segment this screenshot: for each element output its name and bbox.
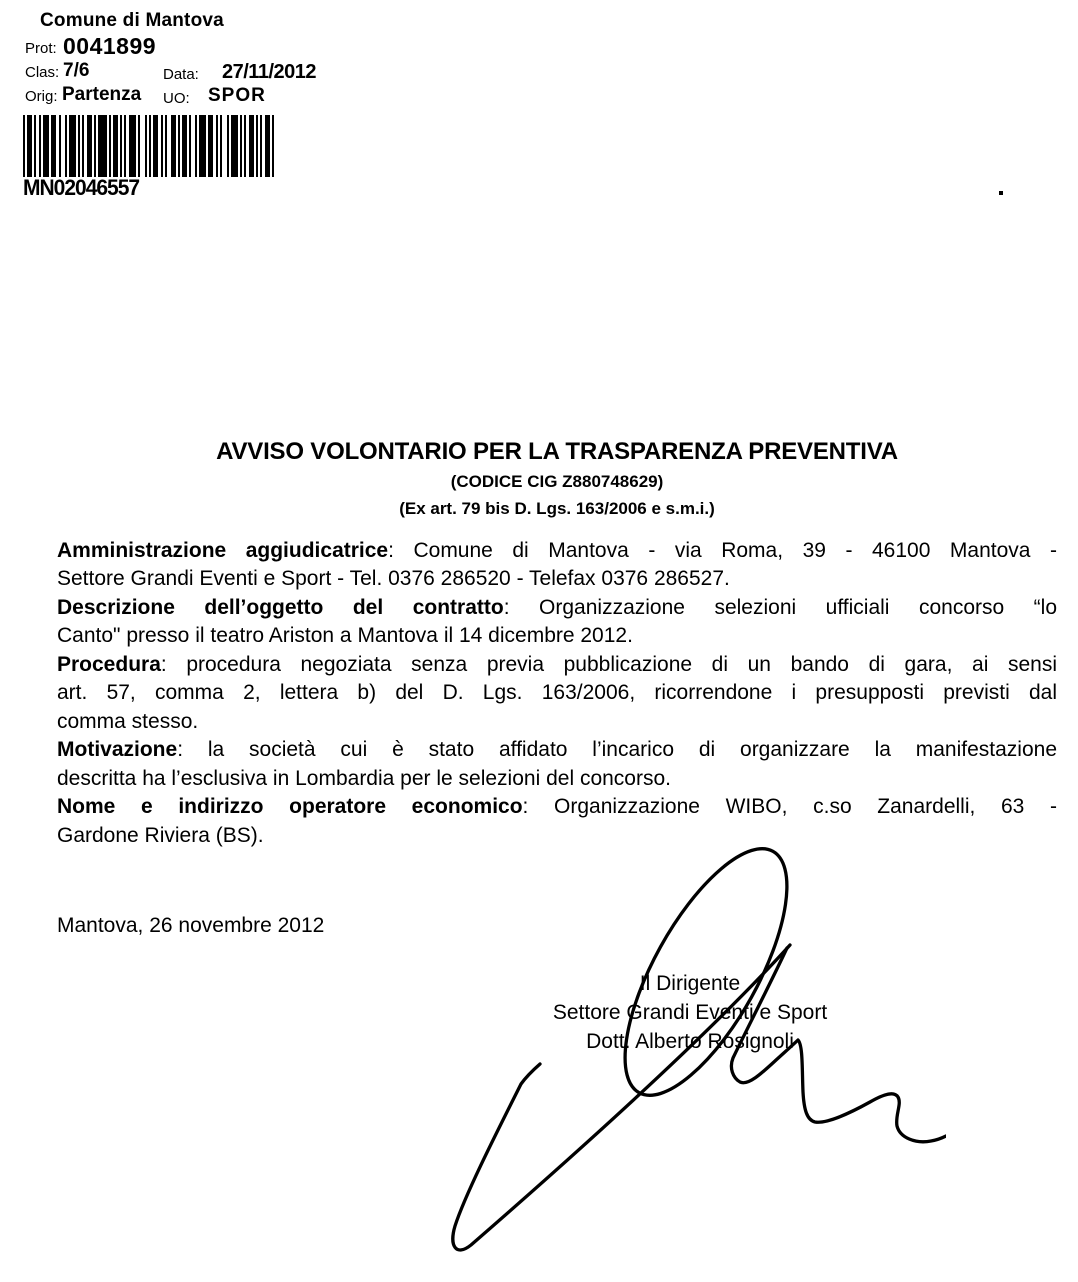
clas-label: Clas: — [25, 64, 60, 81]
date-line: Mantova, 26 novembre 2012 — [57, 914, 325, 937]
scan-artifact-dot — [999, 191, 1003, 195]
signature-department: Settore Grandi Eventi e Sport — [552, 1001, 828, 1024]
body-line: Settore Grandi Eventi e Sport - Tel. 0376 286520 - Telefax 0376 286527. — [57, 567, 730, 591]
signature-role: Il Dirigente — [639, 972, 741, 995]
body-line: Motivazione: la società cui è stato affidato l’incarico di organizzare la manifestazione — [57, 738, 1057, 762]
signature-scribble — [430, 840, 946, 1272]
signature-slash — [453, 945, 790, 1250]
prot-value: 0041899 — [63, 33, 157, 59]
signature-loop — [594, 840, 819, 1118]
title-block — [57, 438, 1057, 519]
subtitle-cig: (CODICE CIG Z880748629) — [450, 472, 664, 491]
prot-label: Prot: — [25, 40, 57, 57]
orig-label: Orig: — [25, 88, 58, 105]
data-label: Data: — [163, 66, 199, 83]
body-line: descritta ha l’esclusiva in Lombardia per le selezioni del concorso. — [57, 766, 671, 790]
body-text — [57, 537, 1057, 850]
body-line: comma stesso. — [57, 709, 199, 733]
barcode — [23, 115, 275, 177]
orig-value: Partenza — [62, 84, 142, 105]
barcode-value: MN02046557 — [23, 176, 140, 201]
body-line: Descrizione dell’oggetto del contratto: Organizzazione selezioni ufficiali concorso “lo — [57, 595, 1058, 619]
body-line: Amministrazione aggiudicatrice: Comune di Mantova - via Roma, 39 - 46100 Mantova - — [57, 539, 1057, 562]
body-line: Canto" presso il teatro Ariston a Mantova il 14 dicembre 2012. — [57, 624, 633, 648]
body-line: Procedura: procedura negoziata senza previa pubblicazione di un bando di gara, ai sensi — [57, 652, 1057, 676]
clas-value: 7/6 — [63, 60, 90, 81]
uo-value: SPOR — [208, 85, 266, 106]
body-line: Nome e indirizzo operatore economico: Organizzazione WIBO, c.so Zanardelli, 63 - — [57, 795, 1058, 819]
subtitle-law: (Ex art. 79 bis D. Lgs. 163/2006 e s.m.i.) — [399, 499, 715, 518]
data-value: 27/11/2012 — [222, 61, 316, 83]
body-line: Gardone Riviera (BS). — [57, 823, 264, 847]
uo-label: UO: — [163, 90, 190, 107]
signature-name: Dott. Alberto Rosignoli — [586, 1030, 794, 1053]
document-title: AVVISO VOLONTARIO PER LA TRASPARENZA PREVENTIVA — [216, 438, 898, 465]
stamp-office: Comune di Mantova — [40, 10, 224, 31]
body-line: art. 57, comma 2, lettera b) del D. Lgs. 163/2006, ricorrendone i presupposti previsti dal — [57, 681, 1057, 705]
